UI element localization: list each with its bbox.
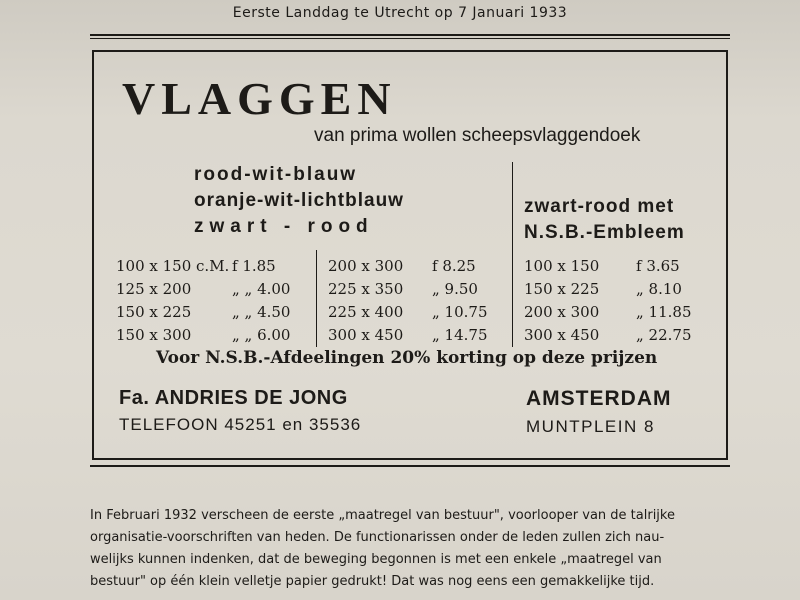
price-cell: „ 14.75 [432,326,488,344]
phone-numbers: TELEFOON 45251 en 35536 [119,415,362,434]
heading-nsb-embleem: N.S.B.-Embleem [524,222,685,243]
price-cell: „ 10.75 [432,303,488,321]
size-cell: 225 x 400 [328,303,404,321]
article-line: welijks kunnen indenken, dat de beweging begonnen is met een enkele „maatregel van [90,552,662,567]
size-cell: 150 x 300 [116,326,192,344]
size-cell: 200 x 300 [328,257,404,275]
page-header: Eerste Landdag te Utrecht op 7 Januari 1933 [232,5,568,21]
size-cell: 300 x 450 [524,326,600,344]
size-cell: 225 x 350 [328,280,404,298]
heading-rood-wit-blauw: rood-wit-blauw [194,164,358,185]
price-cell: „ „ 4.00 [232,280,291,298]
heading-zwart-rood-met: zwart-rood met [524,196,675,217]
size-cell: 200 x 300 [524,303,600,321]
top-rule-thick [90,34,730,36]
divider-right-column [512,162,513,347]
article-line: bestuur" op één klein velletje papier gedrukt! Dat was nog eens een gemakkelijke tijd. [90,574,655,589]
price-cell: f 3.65 [636,257,680,275]
price-cell: „ „ 4.50 [232,303,291,321]
price-cell: „ 8.10 [636,280,682,298]
article-line: In Februari 1932 verscheen de eerste „maatregel van bestuur", voorlooper van de talrijke [90,508,675,523]
size-cell: 100 x 150 [524,257,600,275]
heading-oranje-wit-lichtblauw: oranje-wit-lichtblauw [194,190,404,211]
price-cell: „ „ 6.00 [232,326,291,344]
size-cell: 150 x 225 [116,303,192,321]
heading-zwart-rood: zwart - rood [194,216,374,237]
top-rule-thin [90,38,730,39]
size-cell: 125 x 200 [116,280,192,298]
company-name: Fa. ANDRIES DE JONG [119,387,348,409]
size-cell: 150 x 225 [524,280,600,298]
discount-note: Voor N.S.B.-Afdeelingen 20% korting op deze prijzen [156,348,658,368]
divider-middle-column [316,250,317,347]
bottom-rule-thick [90,465,730,467]
city-name: AMSTERDAM [526,387,672,410]
ad-title: VLAGGEN [122,73,397,124]
size-cell: 100 x 150 c.M. [116,257,230,275]
street-address: MUNTPLEIN 8 [526,417,655,436]
article-line: organisatie-voorschriften van heden. De functionarissen onder de leden zullen zich nau- [90,530,665,545]
ad-subtitle: van prima wollen scheepsvlaggendoek [314,125,641,146]
price-cell: „ 9.50 [432,280,478,298]
price-cell: f 8.25 [432,257,476,275]
size-cell: 300 x 450 [328,326,404,344]
price-cell: „ 22.75 [636,326,692,344]
price-cell: f 1.85 [232,257,276,275]
advertisement [92,50,728,460]
price-cell: „ 11.85 [636,303,692,321]
article-text [90,505,740,593]
